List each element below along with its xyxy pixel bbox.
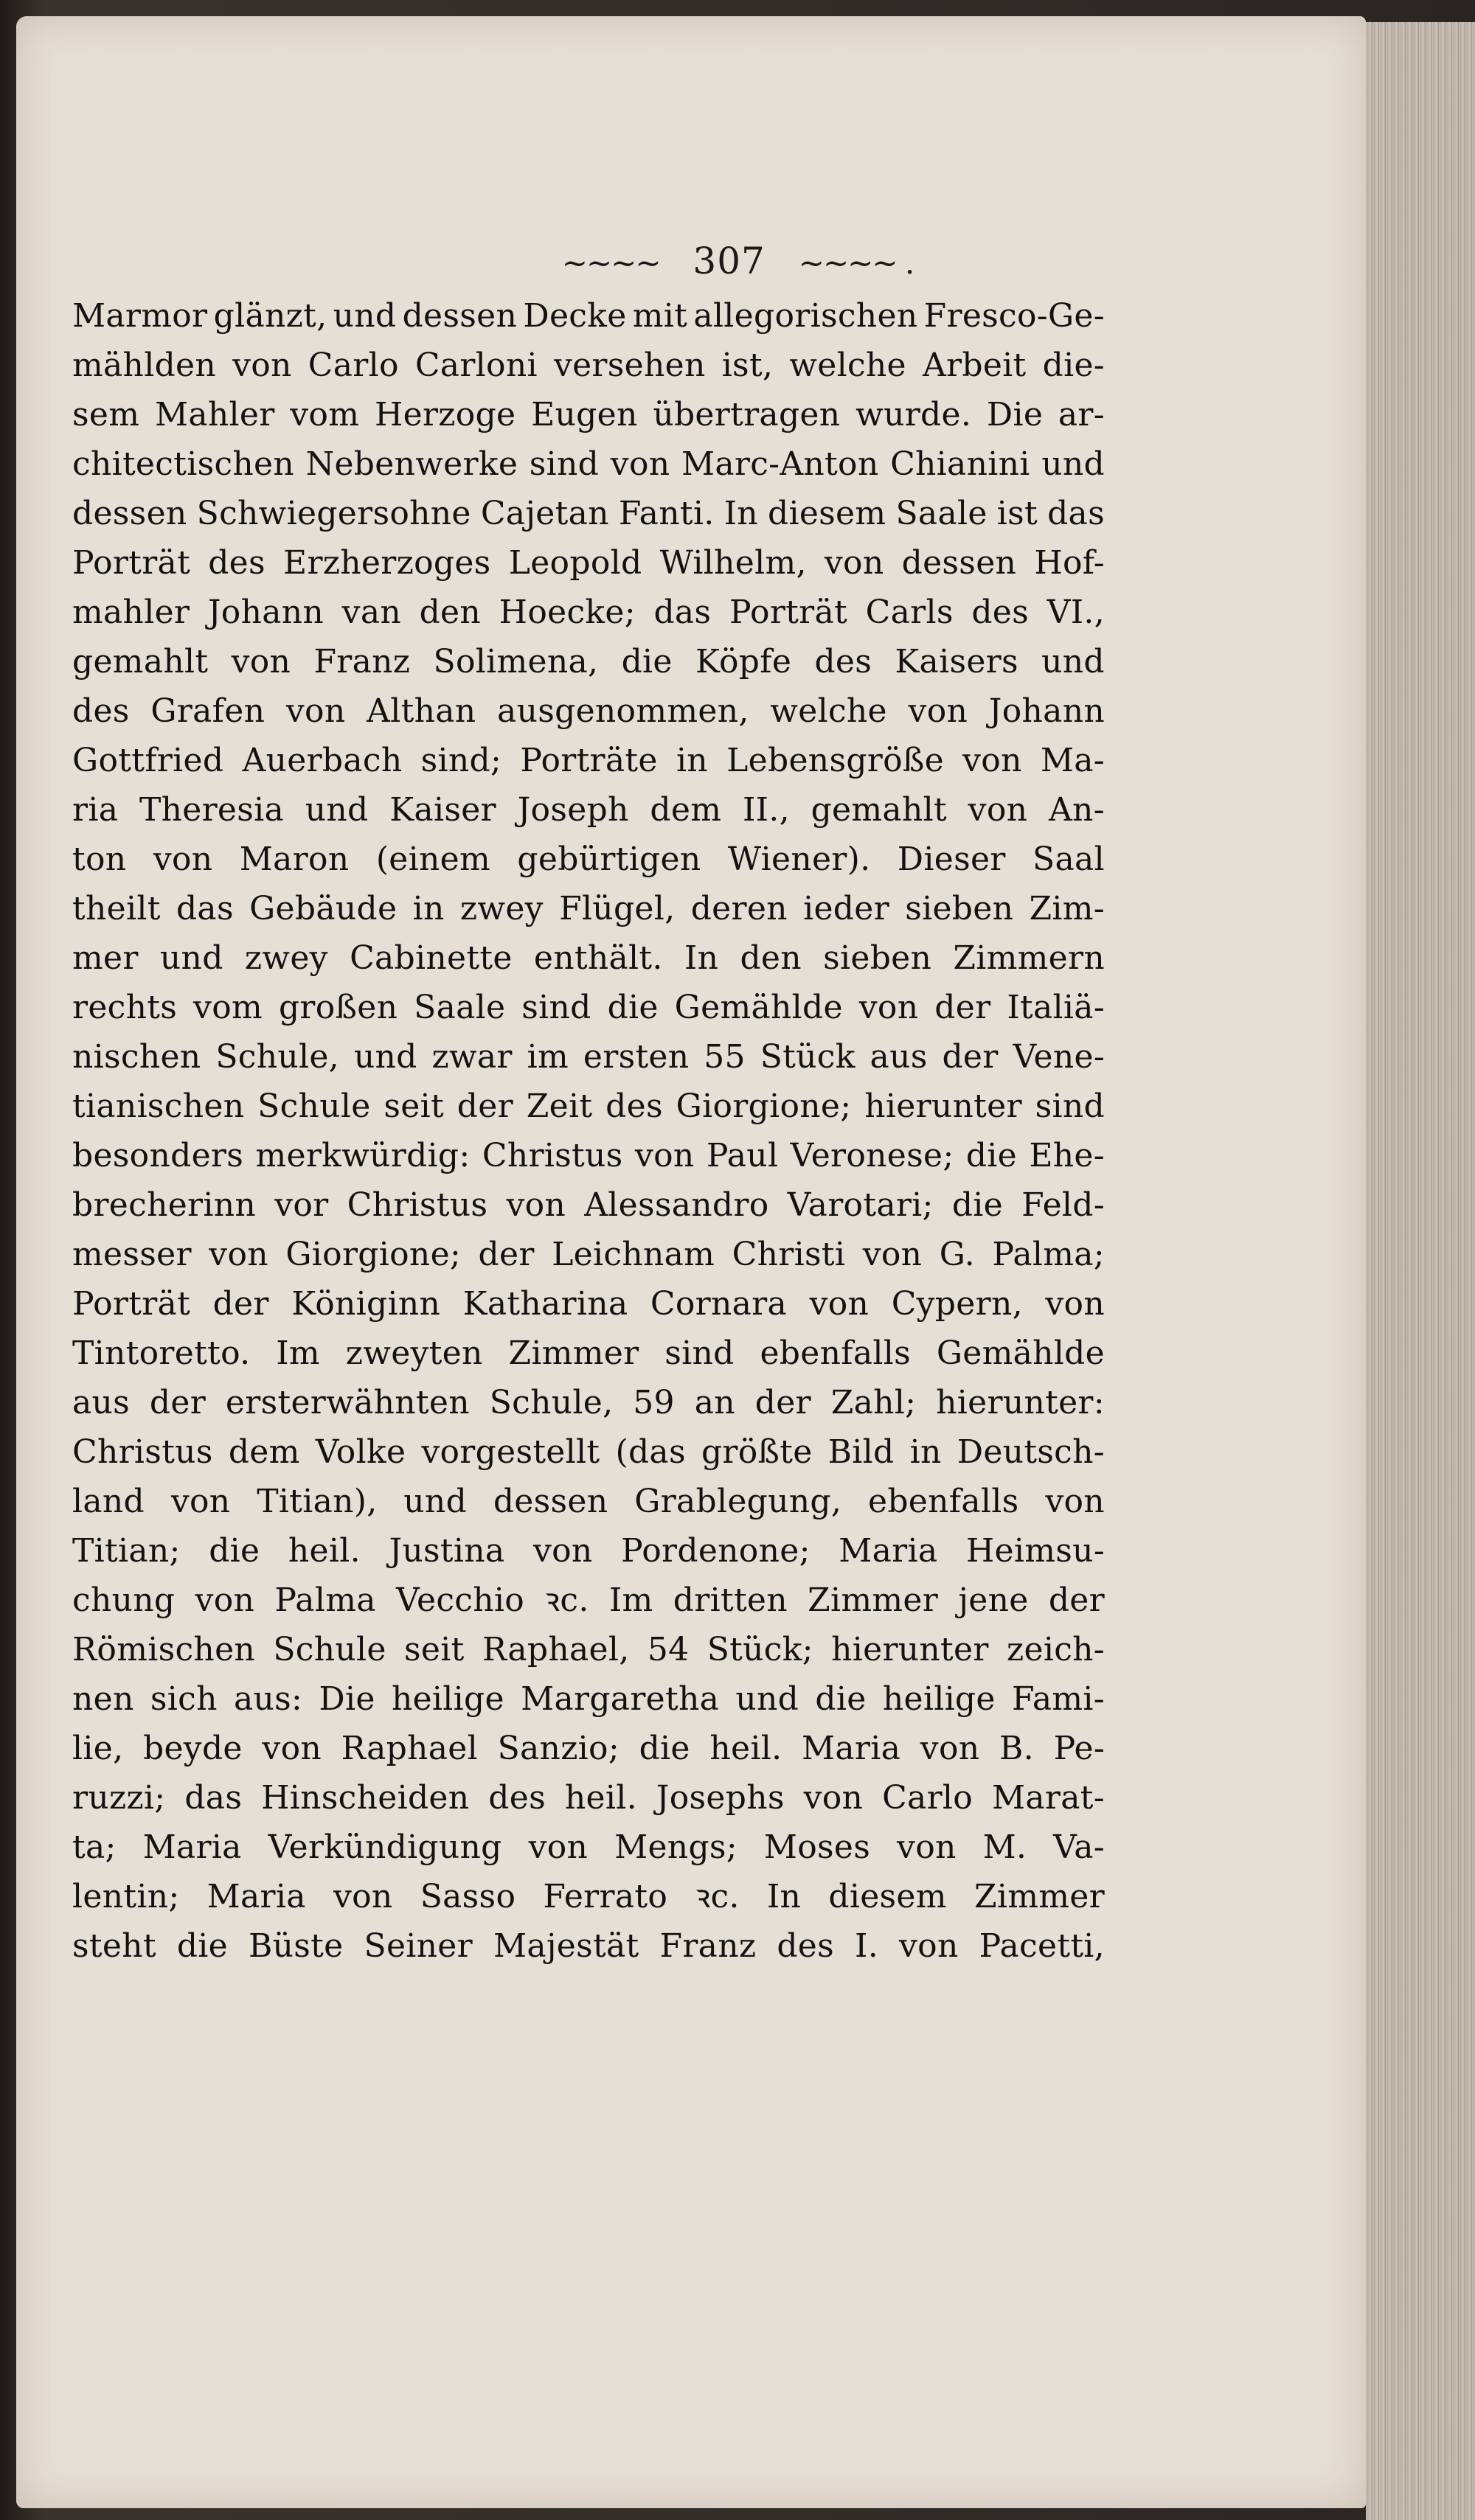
text-line: Gottfried Auerbach sind; Porträte in Lebensgröße von Ma- [72,742,1105,779]
text-line: besonders merkwürdig: Christus von Paul Veronese; die Ehe- [72,1137,1105,1174]
text-line: nischen Schule, und zwar im ersten 55 Stück aus der Vene- [72,1038,1105,1076]
page-header [0,240,1475,282]
text-line: ruzzi; das Hinscheiden des heil. Josephs von Carlo Marat- [72,1779,1105,1817]
body-text [72,291,1105,1971]
text-line: rechts vom großen Saale sind die Gemählde von der Italiä- [72,989,1105,1026]
text-line: tianischen Schule seit der Zeit des Giorgione; hierunter sind [72,1087,1105,1125]
header-ornament-right: ~~~~ . [798,245,914,281]
text-line: Titian; die heil. Justina von Pordenone; Maria Heimsu- [72,1532,1105,1570]
text-line: gemahlt von Franz Solimena, die Köpfe des Kaisers und [72,643,1105,681]
text-line: theilt das Gebäude in zwey Flügel, deren ieder sieben Zim- [72,890,1105,927]
text-line: land von Titian), und dessen Grablegung, ebenfalls von [72,1483,1105,1520]
header-ornament-left: ~~~~ [561,245,660,281]
text-line: dessen Schwiegersohne Cajetan Fanti. In diesem Saale ist das [72,495,1105,532]
text-line: mählden von Carlo Carloni versehen ist, welche Arbeit die- [72,347,1105,384]
text-line: steht die Büste Seiner Majestät Franz des I. von Pacetti, [72,1927,1105,1965]
text-line: mer und zwey Cabinette enthält. In den sieben Zimmern [72,939,1105,977]
text-line: des Grafen von Althan ausgenommen, welche von Johann [72,692,1105,730]
text-line: nen sich aus: Die heilige Margaretha und die heilige Fami- [72,1680,1105,1718]
text-line: Porträt des Erzherzoges Leopold Wilhelm, von dessen Hof- [72,544,1105,582]
text-line: mahler Johann van den Hoecke; das Porträt Carls des VI., [72,594,1105,631]
text-line: aus der ersterwähnten Schule, 59 an der Zahl; hierunter: [72,1384,1105,1421]
text-line: ria Theresia und Kaiser Joseph dem II., gemahlt von An- [72,791,1105,829]
text-line: Porträt der Königinn Katharina Cornara von Cypern, von [72,1285,1105,1323]
text-line: Marmor glänzt, und dessen Decke mit allegorischen Fresco-Ge- [72,297,1105,335]
page-edges [1366,22,1475,2520]
text-line: messer von Giorgione; der Leichnam Christi von G. Palma; [72,1236,1105,1273]
text-line: ta; Maria Verkündigung von Mengs; Moses von M. Va- [72,1828,1105,1866]
text-line: sem Mahler vom Herzoge Eugen übertragen wurde. Die ar- [72,396,1105,434]
text-line: ton von Maron (einem gebürtigen Wiener). Dieser Saal [72,840,1105,878]
text-line: Römischen Schule seit Raphael, 54 Stück; hierunter zeich- [72,1631,1105,1668]
text-line: chung von Palma Vecchio ꝛc. Im dritten Zimmer jene der [72,1581,1105,1619]
text-line: lie, beyde von Raphael Sanzio; die heil. Maria von B. Pe- [72,1730,1105,1767]
text-line: brecherinn vor Christus von Alessandro Varotari; die Feld- [72,1186,1105,1224]
text-line: chitectischen Nebenwerke sind von Marc-Anton Chianini und [72,445,1105,483]
text-line: Christus dem Volke vorgestellt (das größte Bild in Deutsch- [72,1433,1105,1471]
text-line: Tintoretto. Im zweyten Zimmer sind ebenfalls Gemählde [72,1334,1105,1372]
page-number: 307 [693,240,766,282]
text-line: lentin; Maria von Sasso Ferrato ꝛc. In diesem Zimmer [72,1878,1105,1915]
